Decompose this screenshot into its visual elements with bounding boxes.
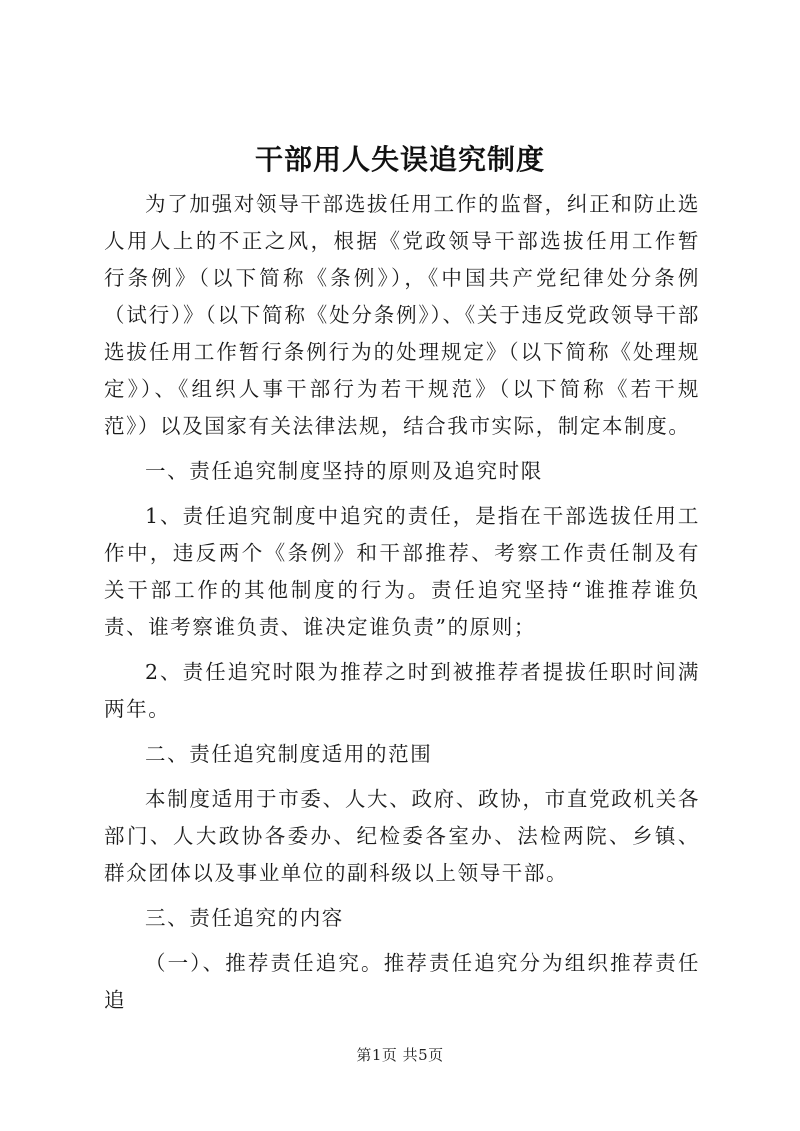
clause-paragraph-1: 1、责任追究制度中追究的责任，是指在干部选拔任用工作中，违反两个《条例》和干部推荐、考察工作责任制及有关干部工作的其他制度的行为。责任追究坚持“谁推荐谁负责、谁考察谁负责、谁决定谁负责”的原则； xyxy=(104,504,700,639)
clause-paragraph-2: 2、责任追究时限为推荐之时到被推荐者提拔任职时间满两年。 xyxy=(104,660,700,721)
content-paragraph-1: （一）、推荐责任追究。推荐责任追究分为组织推荐责任追 xyxy=(104,951,700,1012)
page-number: 第1页 共5页 xyxy=(356,1046,444,1064)
section-heading-1: 一、责任追究制度坚持的原则及追究时限 xyxy=(145,459,543,483)
document-body xyxy=(104,186,700,1027)
document-title: 干部用人失误追究制度 xyxy=(254,143,545,176)
intro-paragraph: 为了加强对领导干部选拔任用工作的监督，纠正和防止选人用人上的不正之风，根据《党政领导干部选拔任用工作暂行条例》（以下简称《条例》），《中国共产党纪律处分条例（试行）》（以下简称《处分条例》）、《关于违反党政领导干部选拔任用工作暂行条例行为的处理规定》（以下简称《处理规定》）、《组织人事干部行为若干规范》（以下简称《若干规范》）以及国家有关法律法规，结合我市实际，制定本制度。 xyxy=(104,192,700,438)
section-heading-3: 三、责任追究的内容 xyxy=(145,906,344,930)
scope-paragraph: 本制度适用于市委、人大、政府、政协，市直党政机关各部门、人大政协各委办、纪检委各室办、法检两院、乡镇、群众团体以及事业单位的副科级以上领导干部。 xyxy=(104,787,700,885)
section-heading-2: 二、责任追究制度适用的范围 xyxy=(145,742,433,766)
